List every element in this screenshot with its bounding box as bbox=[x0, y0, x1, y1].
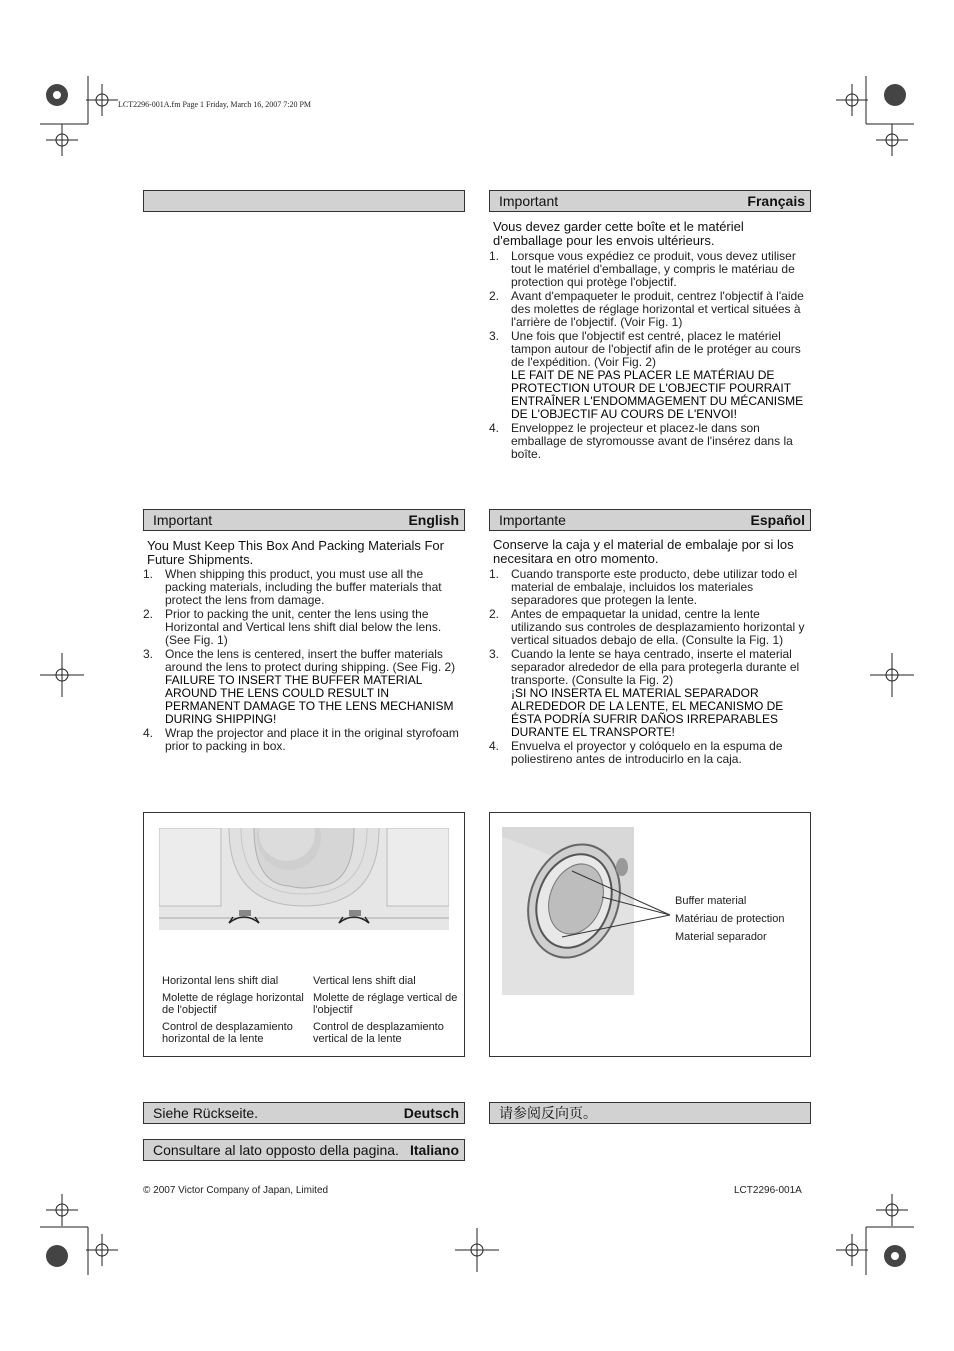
list-item: 4. Enveloppez le projecteur et placez-le dans son emballage de styromousse avant de l'insérez dans la boîte. bbox=[489, 421, 793, 461]
warning-text: FAILURE TO INSERT THE BUFFER MATERIAL AROUND THE LENS COULD RESULT IN PERMANENT DAMAGE TO THE LENS MECHANISM DURING SHIPPING! bbox=[165, 673, 454, 726]
section-header-spanish bbox=[489, 509, 811, 531]
horizontal-dial-caption: Horizontal lens shift dial Molette de réglage horizontal de l'objectif Control de desplazamiento horizontal de la lente bbox=[162, 975, 304, 1045]
list-item: 3. Cuando la lente se haya centrado, inserte el material separador alrededor de ella para protegerla durante el transporte. (Consulte la Fig. 2) ¡SI NO INSERTA EL MATERIAL SEPARADOR ALREDEDOR DE LA LENTE, EL MECANISMO DE ÉSTA PODRÍA SUFRIR DAÑOS IRREPARABLES DURANTE EL TRANSPORTE! bbox=[489, 648, 811, 739]
language-label: English bbox=[408, 512, 459, 528]
figure-1-lens-shift-dials bbox=[143, 812, 465, 1057]
section-header-german bbox=[143, 1102, 465, 1124]
section-lead-french: Vous devez garder cette boîte et le matériel d'emballage pour les envois ultérieurs. bbox=[493, 219, 744, 248]
section-title: Siehe Rückseite. bbox=[153, 1105, 259, 1121]
section-title: Importante bbox=[499, 512, 566, 528]
warning-text: LE FAIT DE NE PAS PLACER LE MATÉRIAU DE PROTECTION UTOUR DE L'OBJECTIF POURRAIT ENTRAÎNER L'ENDOMMAGEMENT DU MÉCANISME DE L'OBJECTIF AU COURS DE L'ENVOI! bbox=[511, 368, 804, 421]
list-item: 1. Cuando transporte este producto, debe utilizar todo el material de embalaje, incluidos los materiales separadores que protegen la lente. bbox=[489, 567, 798, 607]
list-item: 2. Prior to packing the unit, center the lens using the Horizontal and Vertical lens shift dial below the lens. (See Fig. 1) bbox=[143, 607, 442, 647]
section-title: 请参阅反向页。 bbox=[499, 1105, 597, 1121]
instruction-list-french bbox=[489, 250, 811, 462]
warning-text: ¡SI NO INSERTA EL MATERIAL SEPARADOR ALREDEDOR DE LA LENTE, EL MECANISMO DE ÉSTA PODRÍA SUFRIR DAÑOS IRREPARABLES DURANTE EL TRANSPORTE! bbox=[511, 686, 784, 739]
file-info: LCT2296-001A.fm Page 1 Friday, March 16, 2007 7:20 PM bbox=[118, 100, 312, 109]
list-item: 1. Lorsque vous expédiez ce produit, vous devez utiliser tout le matériel d'emballage, y compris le matériau de protection qui protège l'objectif. bbox=[489, 249, 796, 289]
section-header-english bbox=[143, 509, 465, 531]
instruction-list-english bbox=[143, 568, 465, 754]
list-item: 1. When shipping this product, you must use all the packing materials, including the buffer materials that protect the lens from damage. bbox=[143, 567, 442, 607]
document-code: LCT2296-001A bbox=[734, 1185, 802, 1196]
list-item: 3. Once the lens is centered, insert the buffer materials around the lens to protect during shipping. (See Fig. 2) FAILURE TO INSERT THE BUFFER MATERIAL AROUND THE LENS COULD RESULT IN PERMANENT DAMAGE TO THE LENS MECHANISM DURING SHIPPING! bbox=[143, 648, 465, 726]
copyright-text: © 2007 Victor Company of Japan, Limited bbox=[143, 1185, 329, 1196]
instruction-list-spanish bbox=[489, 568, 811, 767]
list-item: 2. Avant d'empaqueter le produit, centrez l'objectif à l'aide des molettes de réglage horizontal et vertical situées à l'arrière de l'objectif. (Voir Fig. 1) bbox=[489, 289, 804, 329]
blank-header-bar bbox=[143, 190, 465, 212]
language-label: Español bbox=[750, 512, 805, 528]
list-item: 2. Antes de empaquetar la unidad, centre la lente utilizando sus controles de desplazamiento horizontal y vertical situados debajo de ella. (Consulte la Fig. 1) bbox=[489, 607, 805, 647]
section-title: Important bbox=[499, 193, 559, 209]
projector-front-illustration bbox=[159, 828, 449, 938]
section-header-chinese bbox=[489, 1102, 811, 1124]
lens-buffer-illustration bbox=[502, 827, 682, 1002]
list-item: 4. Wrap the projector and place it in the original styrofoam prior to packing in box. bbox=[143, 726, 459, 753]
figure-2-buffer-material bbox=[489, 812, 811, 1057]
section-lead-english: You Must Keep This Box And Packing Materials For Future Shipments. bbox=[147, 538, 444, 567]
buffer-material-caption: Buffer material Matériau de protection Material separador bbox=[675, 895, 785, 943]
section-title: Consultare al lato opposto della pagina. bbox=[153, 1142, 399, 1158]
language-label: Italiano bbox=[409, 1142, 459, 1158]
vertical-dial-caption: Vertical lens shift dial Molette de réglage vertical de l'objectif Control de desplazamiento vertical de la lente bbox=[313, 975, 458, 1045]
section-header-italian bbox=[143, 1139, 465, 1161]
language-label: Français bbox=[747, 193, 805, 209]
list-item: 4. Envuelva el proyector y colóquelo en la espuma de poliestireno antes de introducirlo en la caja. bbox=[489, 739, 783, 766]
section-lead-spanish: Conserve la caja y el material de embalaje por si los necesitara en otro momento. bbox=[493, 537, 794, 566]
language-label: Deutsch bbox=[403, 1105, 459, 1121]
list-item: 3. Une fois que l'objectif est centré, placez le matériel tampon autour de l'objectif afin de le protéger au cours de l'expédition. (Voir Fig. 2) LE FAIT DE NE PAS PLACER LE MATÉRIAU DE PROTECTION UTOUR DE L'OBJECTIF POURRAIT ENTRAÎNER L'ENDOMMAGEMENT DU MÉCANISME DE L'OBJECTIF AU COURS DE L'ENVOI! bbox=[489, 330, 811, 421]
section-title: Important bbox=[153, 512, 213, 528]
section-header-french bbox=[489, 190, 811, 212]
